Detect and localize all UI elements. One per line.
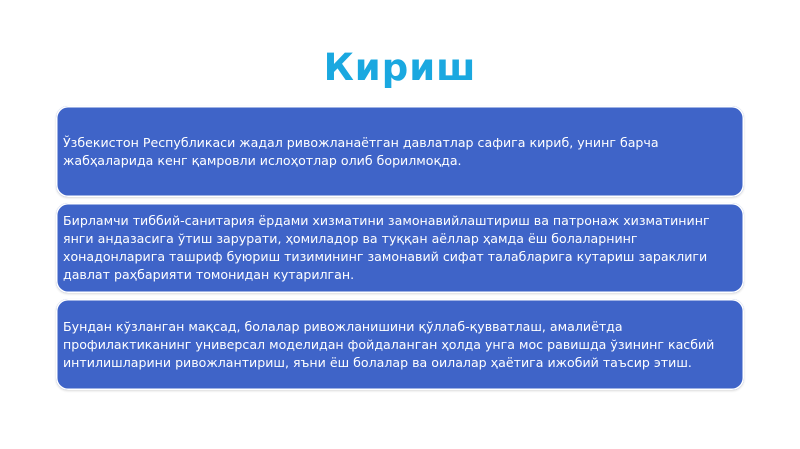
content-box-1-text: Ўзбекистон Республикаси жадал ривожланаётган давлатлар сафига кириб, унинг барча жабҳаларида кенг қамровли ислоҳотлар олиб борилмоқда. [63, 134, 659, 168]
content-box-3 [56, 299, 744, 390]
content-box-2-text: Бирламчи тиббий-санитария ёрдами хизматини замонавийлаштириш ва патронаж хизматининг янги андазасига ўтиш зарурати, ҳомиладор ва туққан аёллар ҳамда ёш болаларнинг хонадонларига ташриф буюриш тизимининг замонавий сифат талабларига кутариш зараклиги давлат раҳбарияти томонидан кутарилган. [63, 213, 710, 282]
content-box-3-text: Бундан кўзланган мақсад, болалар ривожланишини қўллаб-қувватлаш, амалиётда профилактиканинг универсал моделидан фойдаланган ҳолда унга мос равишда ўзининг касбий интилишларини ривожлантириш, яъни ёш болалар ва оилалар ҳаётига ижобий таъсир этиш. [63, 318, 715, 370]
slide-title: Кириш [323, 46, 477, 89]
content-box-2 [56, 203, 744, 293]
content-box-1 [56, 106, 744, 197]
